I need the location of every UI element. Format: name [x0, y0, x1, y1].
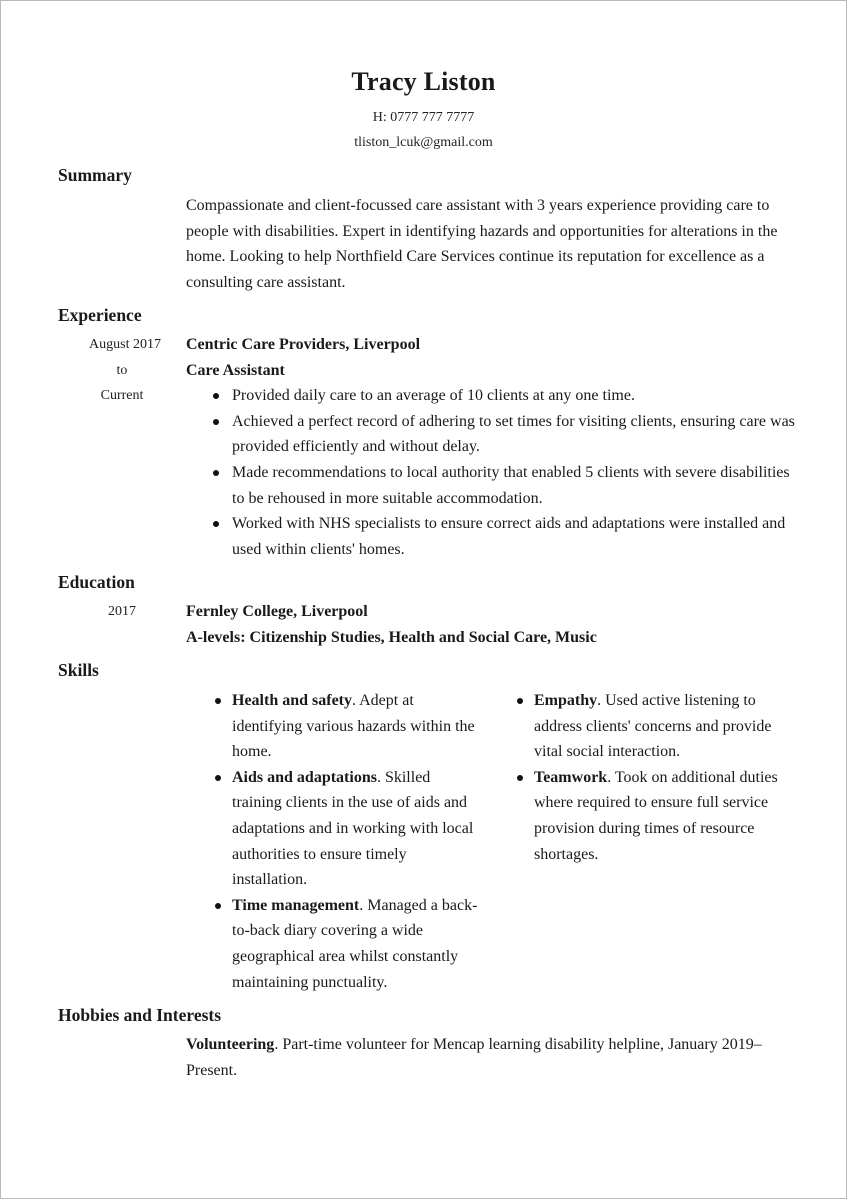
- list-item: Provided daily care to an average of 10 clients at any one time.: [186, 383, 796, 409]
- skill-desc: . Used active listening to address clients' concerns and provide vital social interaction.: [534, 692, 772, 761]
- phone-number: H: 0777 777 7777: [372, 110, 475, 125]
- list-item: Worked with NHS specialists to ensure correct aids and adaptations were installed and used within clients' homes.: [186, 511, 796, 562]
- summary-heading: Summary: [58, 165, 132, 185]
- skill-item: [534, 765, 790, 867]
- candidate-name: Tracy Liston: [351, 67, 496, 96]
- experience-entry: [186, 332, 796, 562]
- skill-name: Aids and adaptations: [232, 768, 377, 786]
- education-entry: [186, 599, 796, 650]
- qualification: A-levels: Citizenship Studies, Health and Social Care, Music: [186, 628, 597, 646]
- list-item: Achieved a perfect record of adhering to set times for visiting clients, ensuring care was provided efficiently and without delay.: [186, 409, 796, 460]
- hobbies-text: [186, 1032, 786, 1083]
- job-role: Care Assistant: [186, 361, 285, 379]
- date-separator: to: [116, 362, 128, 378]
- experience-dates: [71, 332, 161, 409]
- experience-bullets: [186, 383, 796, 562]
- skills-right-column: [534, 688, 790, 867]
- skill-name: Empathy: [534, 692, 598, 709]
- skill-desc: . Adept at identifying various hazards within the home.: [232, 692, 475, 761]
- education-year: 2017: [108, 604, 136, 619]
- skill-name: Time management: [232, 896, 360, 914]
- skill-desc: . Took on additional duties where required to ensure full service provision during times of resource shortages.: [534, 768, 778, 863]
- list-item: Made recommendations to local authority that enabled 5 clients with severe disabilities to be rehoused in more suitable accommodation.: [186, 460, 796, 511]
- hobby-name: Volunteering: [186, 1036, 275, 1053]
- hobby-desc: . Part-time volunteer for Mencap learning disability helpline, January 2019–Present.: [186, 1036, 762, 1079]
- date-end: Current: [100, 388, 144, 404]
- skill-name: Teamwork: [534, 768, 608, 786]
- employer: Centric Care Providers, Liverpool: [186, 336, 421, 353]
- skill-item: [232, 688, 484, 765]
- skill-desc: . Managed a back-to-back diary covering a wide geographical area whilst constantly maintaining punctuality.: [232, 896, 478, 991]
- email-address: tliston_lcuk@gmail.com: [354, 135, 493, 150]
- summary-text: Compassionate and client-focussed care assistant with 3 years experience providing care to people with disabilities. Expert in identifying hazards and opportunities for alterations in the home. Looking to help Northfield Care Services continue its reputation for excellence as a consulting care assistant.: [186, 197, 778, 291]
- skills-left-column: [232, 688, 484, 995]
- skill-item: [534, 688, 790, 765]
- skill-desc: . Skilled training clients in the use of aids and adaptations and in working with local authorities to ensure timely installation.: [232, 768, 474, 889]
- skill-item: [232, 765, 484, 893]
- school-name: Fernley College, Liverpool: [186, 603, 368, 620]
- skill-item: [232, 893, 484, 995]
- skills-heading: Skills: [58, 660, 99, 680]
- education-heading: Education: [58, 572, 135, 592]
- hobbies-heading: Hobbies and Interests: [58, 1005, 222, 1025]
- skill-name: Health and safety: [232, 692, 352, 709]
- experience-heading: Experience: [58, 305, 142, 325]
- date-start: August 2017: [89, 337, 161, 352]
